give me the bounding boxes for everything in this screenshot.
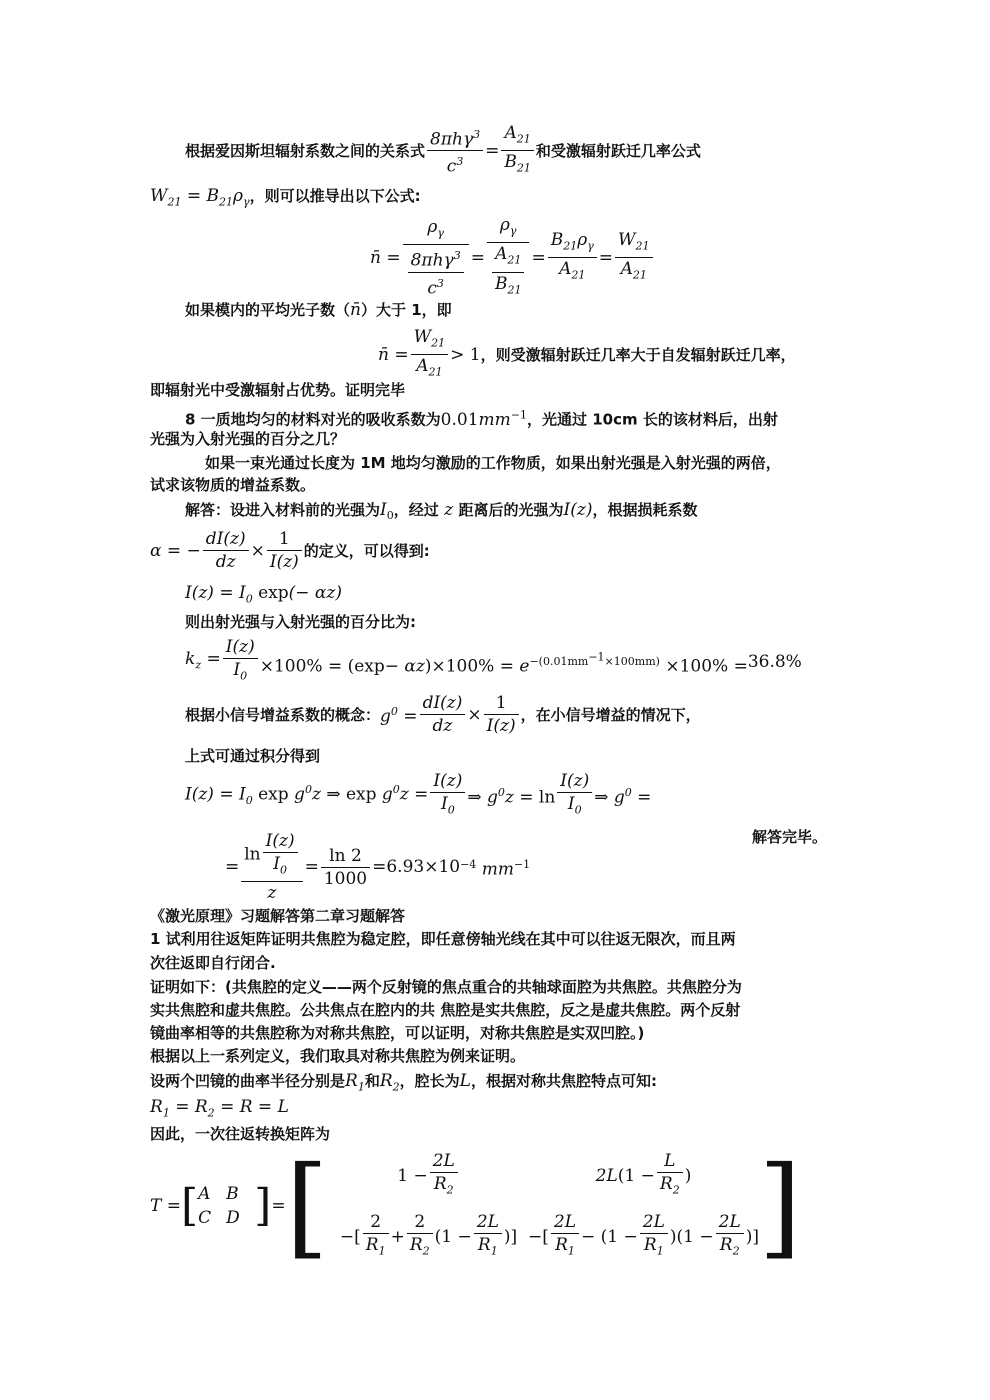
radii-line: 设两个凹镜的曲率半径分别是$R_1$和$R_2$，腔长为L，根据对称共焦腔特点可知:: [150, 1071, 657, 1094]
round-trip-matrix: T = [ A B C D ] = [ 1 − $\frac{2L}{R_2}$ 2L (1 − $\frac{L}{R_2}$ ) −[ $\frac{2}{R_1}$ + $\frac{2}{R_2}$ (1 − $\frac{2L}{R_1}$ )] −[ $\frac{2L}{R_1}$ − (1 − $\frac{2L}{R_1}$ )(1 − $\frac{2L}{R_2}$ )] ]: [150, 1142, 802, 1271]
gain-definition: 根据小信号增益系数的概念： $g^0$ = $\frac{dI(z)}{dz}$ × $\frac{1}{I(z)}$ ，在小信号增益的情况下，: [185, 693, 701, 736]
proof-line2: 实共焦腔和虚共焦腔。公共焦点在腔内的共 焦腔是实共焦腔，反之是虚共焦腔。两个反射: [150, 1001, 741, 1019]
ratio-text: 则出射光强与入射光强的百分比为:: [185, 613, 417, 631]
proof-line4: 根据以上一系列定义，我们取具对称共焦腔为例来证明。: [150, 1047, 526, 1065]
intro-text-2: 和受激辐射跃迁几率公式: [535, 141, 701, 160]
einstein-fraction: $\frac{8\pi h\gamma^3}{c^3}$: [427, 124, 483, 178]
chapter-heading: 《激光原理》习题解答第二章习题解答: [150, 907, 406, 925]
einstein-relation-line: 根据爱因斯坦辐射系数之间的关系式 $\frac{8\pi h\gamma^3}{c^3}$ = $\frac{A_{21}}{B_{21}}$ 和受激辐射跃迁几率公式: [185, 122, 701, 180]
q8-line1: 8 一质地均匀的材料对光的吸收系数为$0.01mm^{-1}$，光通过 10cm 长的该材料后，出射: [185, 408, 778, 430]
q8-line4: 试求该物质的增益系数。: [150, 476, 316, 494]
answer-intro: 解答：设进入材料前的光强为$I_0$，经过 z 距离后的光强为I(z)，根据损耗系数: [185, 500, 698, 523]
nbar-inequality: n̄ = $\frac{W_{21}}{A_{21}}$ > 1 ，则受激辐射跃迁几率大于自发辐射跃迁几率，: [378, 327, 796, 379]
proof-line3: 镜曲率相等的共焦腔称为对称共焦腔，可以证明，对称共焦腔是实双凹腔。): [150, 1024, 645, 1042]
conclusion-text: 即辐射光中受激辐射占优势。证明完毕: [150, 381, 406, 399]
a-over-b-fraction: $\frac{A_{21}}{B_{21}}$: [501, 122, 534, 180]
q8-line3: 如果一束光通过长度为 1M 地均匀激励的工作物质，如果出射光强是入射光强的两倍，: [205, 454, 781, 472]
ratio-formula: $k_z$ = $\frac{I(z)}{I_0}$ $\times 100\% = (\exp- \alpha z)\times 100\% = e^{-(0.01mm^{-1}\times 100mm)} \times 100\%$ = 36.8%: [185, 637, 802, 683]
alpha-definition: α = − $\frac{dI(z)}{dz}$ × $\frac{1}{I(z)}$ 的定义，可以得到:: [150, 529, 430, 572]
nbar-condition-line: 如果模内的平均光子数（n̄）大于 1，即: [185, 300, 452, 320]
q8-line2: 光强为入射光强的百分之几？: [150, 430, 346, 448]
result-value: 36.8%: [747, 651, 802, 672]
gain-result: = ln $\frac{I(z)}{I_0}$ z = $\frac{\ln 2}{1000}$ = 6.93×10 $^{-4}$ $mm^{-1}$: [225, 831, 531, 904]
answer-done: 解答完毕。: [752, 828, 828, 846]
intensity-decay: $I(z) = I_0$ exp(− αz): [185, 583, 343, 606]
integral-text: 上式可通过积分得到: [185, 747, 321, 765]
radii-equality: $R_1 = R_2 = R = L$: [150, 1097, 289, 1120]
matrix-intro: 因此，一次往返转换矩阵为: [150, 1125, 331, 1143]
stimulated-rate-line: $W_{21} = B_{21}\rho_\gamma$，则可以推导出以下公式:: [150, 186, 421, 209]
final-value: 6.93×10: [386, 857, 461, 878]
ch2-q1-line2: 次往返即自行闭合.: [150, 954, 276, 972]
integration-steps: $I(z) = I_0$ $\exp g^0z$ ⇒ $\exp g^0z$ = $\frac{I(z)}{I_0}$ ⇒ $g^0z = \ln$ $\frac{I(z)}{I_0}$ ⇒ $g^0$ =: [185, 771, 652, 817]
nbar-derivation: n̄ = $\frac{\rho_\gamma}{\frac{8\pi h\gamma^3}{c^3}}$ = $\frac{\rho_\gamma}{\frac{A_{21}}{B_{21}}}$ = $\frac{B_{21}\rho_\gamma}{A_{21}}$ = $\frac{W_{21}}{A_{21}}$: [370, 214, 655, 301]
ch2-q1-line1: 1 试利用往返矩阵证明共焦腔为稳定腔，即任意傍轴光线在其中可以往返无限次，而且两: [150, 930, 736, 948]
proof-line1: 证明如下：(共焦腔的定义——两个反射镜的焦点重合的共轴球面腔为共焦腔。共焦腔分为: [150, 978, 742, 996]
intro-text: 根据爱因斯坦辐射系数之间的关系式: [185, 141, 426, 160]
